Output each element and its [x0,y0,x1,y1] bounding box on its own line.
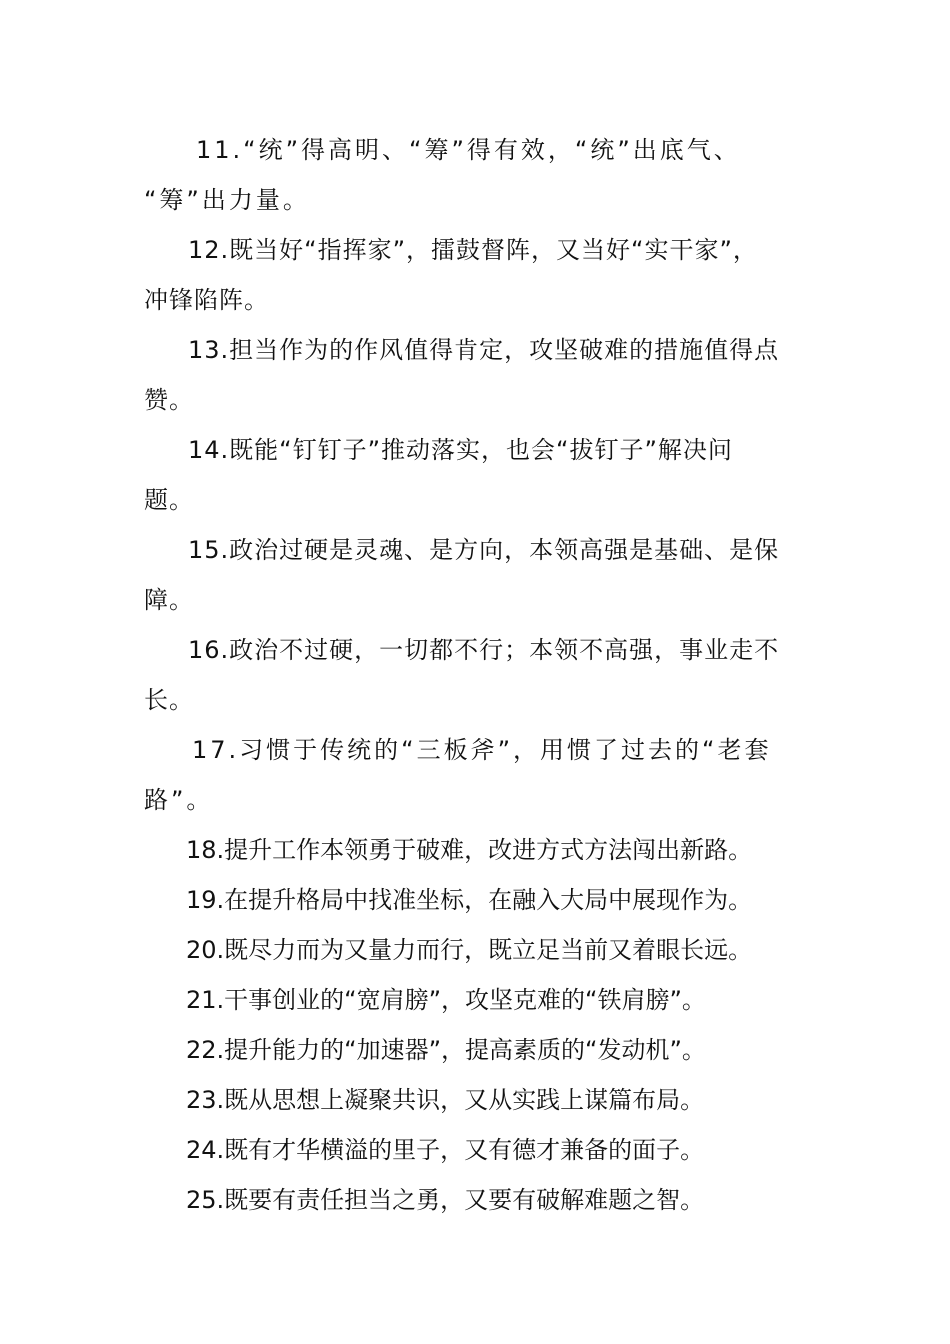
item-17-line-1: 17.习惯于传统的“三板斧”，用惯了过去的“老套 [192,736,772,764]
item-15-line-1: 15.政治过硬是灵魂、是方向，本领高强是基础、是保 [188,536,780,564]
item-11-line-1: 11.“统”得高明、“筹”得有效，“统”出底气、 [196,136,741,164]
item-19: 19.在提升格局中找准坐标，在融入大局中展现作为。 [186,886,753,914]
item-15-line-2: 障。 [144,586,194,614]
item-20: 20.既尽力而为又量力而行，既立足当前又着眼长远。 [186,936,753,964]
item-18: 18.提升工作本领勇于破难，改进方式方法闯出新路。 [186,836,753,864]
item-13-line-2: 赞。 [144,386,194,414]
item-14-line-1: 14.既能“钉钉子”推动落实，也会“拔钉子”解决问 [188,436,733,464]
item-11-line-2: “筹”出力量。 [144,186,310,214]
item-16-line-2: 长。 [144,686,194,714]
item-17-line-2: 路”。 [144,786,214,814]
item-13-line-1: 13.担当作为的作风值得肯定，攻坚破难的措施值得点 [188,336,780,364]
item-12-line-2: 冲锋陷阵。 [144,286,269,314]
item-16-line-1: 16.政治不过硬，一切都不行；本领不高强，事业走不 [188,636,780,664]
item-22: 22.提升能力的“加速器”，提高素质的“发动机”。 [186,1036,706,1064]
item-24: 24.既有才华横溢的里子，又有德才兼备的面子。 [186,1136,705,1164]
item-23: 23.既从思想上凝聚共识，又从实践上谋篇布局。 [186,1086,705,1114]
item-14-line-2: 题。 [144,486,194,514]
item-12-line-1: 12.既当好“指挥家”，擂鼓督阵，又当好“实干家”， [188,236,758,264]
item-21: 21.干事创业的“宽肩膀”，攻坚克难的“铁肩膀”。 [186,986,706,1014]
item-25: 25.既要有责任担当之勇，又要有破解难题之智。 [186,1186,705,1214]
